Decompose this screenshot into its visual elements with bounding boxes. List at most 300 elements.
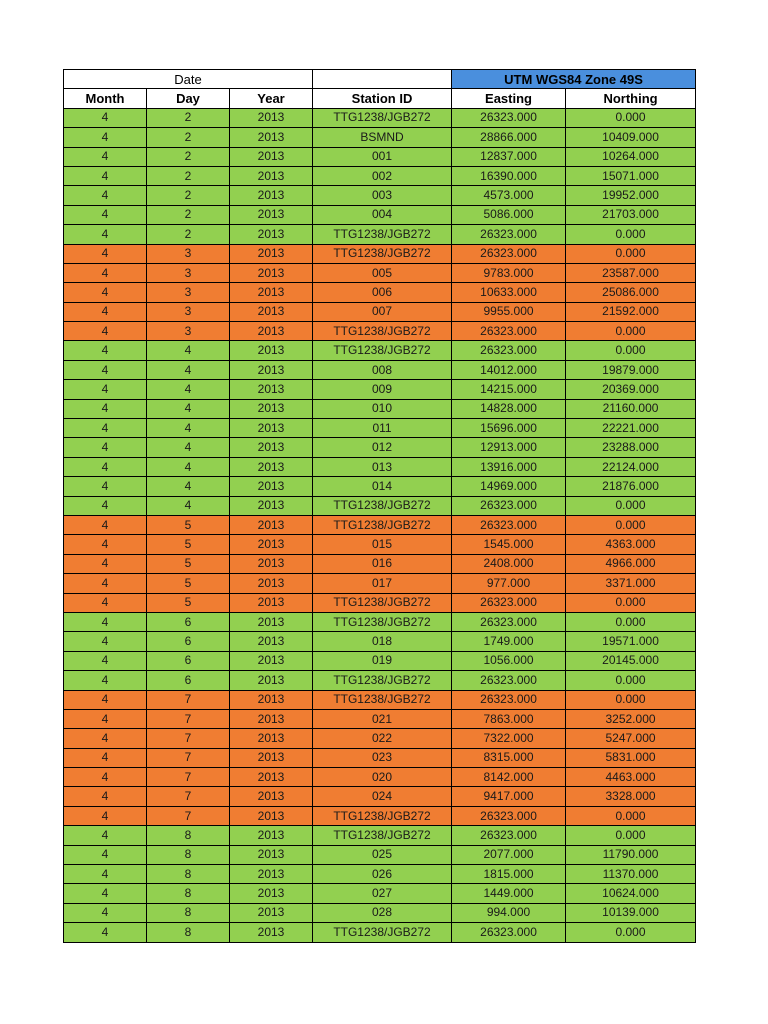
station-id-cell: 026 <box>313 865 452 884</box>
day-cell: 4 <box>147 438 230 457</box>
day-cell: 8 <box>147 884 230 903</box>
day-cell: 6 <box>147 632 230 651</box>
northing-cell: 3252.000 <box>566 709 696 728</box>
easting-cell: 26323.000 <box>452 806 566 825</box>
northing-cell: 0.000 <box>566 322 696 341</box>
day-cell: 2 <box>147 147 230 166</box>
table-row <box>64 302 696 321</box>
year-cell: 2013 <box>230 884 313 903</box>
month-cell: 4 <box>64 166 147 185</box>
day-cell: 4 <box>147 399 230 418</box>
station-id-cell: TTG1238/JGB272 <box>313 322 452 341</box>
year-cell: 2013 <box>230 593 313 612</box>
northing-cell: 11370.000 <box>566 865 696 884</box>
table-row <box>64 457 696 476</box>
easting-cell: 2077.000 <box>452 845 566 864</box>
day-cell: 5 <box>147 574 230 593</box>
table-row <box>64 108 696 127</box>
year-cell: 2013 <box>230 651 313 670</box>
northing-cell: 0.000 <box>566 690 696 709</box>
utm-group-header: UTM WGS84 Zone 49S <box>452 70 696 89</box>
year-cell: 2013 <box>230 787 313 806</box>
easting-cell: 977.000 <box>452 574 566 593</box>
table-row <box>64 923 696 942</box>
month-cell: 4 <box>64 205 147 224</box>
table-row <box>64 612 696 631</box>
month-cell: 4 <box>64 787 147 806</box>
station-id-cell: TTG1238/JGB272 <box>313 244 452 263</box>
day-cell: 2 <box>147 225 230 244</box>
table-row <box>64 341 696 360</box>
easting-cell: 26323.000 <box>452 593 566 612</box>
table-row <box>64 593 696 612</box>
group-header-row <box>64 70 696 89</box>
station-id-cell: 025 <box>313 845 452 864</box>
easting-cell: 1815.000 <box>452 865 566 884</box>
year-cell: 2013 <box>230 748 313 767</box>
easting-cell: 9417.000 <box>452 787 566 806</box>
easting-cell: 12837.000 <box>452 147 566 166</box>
easting-cell: 4573.000 <box>452 186 566 205</box>
month-cell: 4 <box>64 923 147 942</box>
day-cell: 4 <box>147 419 230 438</box>
year-cell: 2013 <box>230 186 313 205</box>
station-id-cell: 017 <box>313 574 452 593</box>
easting-cell: 8142.000 <box>452 768 566 787</box>
northing-cell: 15071.000 <box>566 166 696 185</box>
northing-cell: 11790.000 <box>566 845 696 864</box>
year-cell: 2013 <box>230 768 313 787</box>
year-cell: 2013 <box>230 322 313 341</box>
table-row <box>64 845 696 864</box>
table-row <box>64 477 696 496</box>
station-id-cell: 018 <box>313 632 452 651</box>
day-cell: 8 <box>147 826 230 845</box>
day-cell: 4 <box>147 477 230 496</box>
day-cell: 4 <box>147 457 230 476</box>
northing-cell: 10264.000 <box>566 147 696 166</box>
month-cell: 4 <box>64 651 147 670</box>
station-id-cell: 007 <box>313 302 452 321</box>
table-row <box>64 865 696 884</box>
station-id-cell: 011 <box>313 419 452 438</box>
northing-cell: 23288.000 <box>566 438 696 457</box>
northing-cell: 0.000 <box>566 244 696 263</box>
northing-cell: 10139.000 <box>566 903 696 922</box>
station-id-cell: 016 <box>313 554 452 573</box>
year-cell: 2013 <box>230 554 313 573</box>
northing-cell: 0.000 <box>566 496 696 515</box>
station-id-cell: 013 <box>313 457 452 476</box>
easting-cell: 8315.000 <box>452 748 566 767</box>
table-row <box>64 438 696 457</box>
month-cell: 4 <box>64 593 147 612</box>
northing-cell: 19879.000 <box>566 360 696 379</box>
day-cell: 3 <box>147 263 230 282</box>
year-cell: 2013 <box>230 283 313 302</box>
day-cell: 8 <box>147 923 230 942</box>
station-id-cell: 001 <box>313 147 452 166</box>
table-row <box>64 360 696 379</box>
year-cell: 2013 <box>230 360 313 379</box>
northing-cell: 19952.000 <box>566 186 696 205</box>
easting-cell: 1449.000 <box>452 884 566 903</box>
easting-cell: 13916.000 <box>452 457 566 476</box>
month-cell: 4 <box>64 477 147 496</box>
year-cell: 2013 <box>230 438 313 457</box>
northing-cell: 5247.000 <box>566 729 696 748</box>
table-row <box>64 709 696 728</box>
northing-cell: 20369.000 <box>566 380 696 399</box>
northing-cell: 0.000 <box>566 593 696 612</box>
year-cell: 2013 <box>230 302 313 321</box>
month-cell: 4 <box>64 748 147 767</box>
station-id-cell: TTG1238/JGB272 <box>313 593 452 612</box>
table-row <box>64 380 696 399</box>
northing-cell: 21876.000 <box>566 477 696 496</box>
year-cell: 2013 <box>230 399 313 418</box>
month-cell: 4 <box>64 806 147 825</box>
month-cell: 4 <box>64 768 147 787</box>
table-row <box>64 322 696 341</box>
day-cell: 4 <box>147 380 230 399</box>
month-cell: 4 <box>64 399 147 418</box>
month-cell: 4 <box>64 690 147 709</box>
table-body <box>64 108 696 942</box>
table-row <box>64 651 696 670</box>
northing-cell: 10624.000 <box>566 884 696 903</box>
table-row <box>64 690 696 709</box>
month-cell: 4 <box>64 496 147 515</box>
station-id-cell: TTG1238/JGB272 <box>313 826 452 845</box>
northing-cell: 0.000 <box>566 341 696 360</box>
day-cell: 3 <box>147 244 230 263</box>
year-cell: 2013 <box>230 632 313 651</box>
table-row <box>64 186 696 205</box>
year-cell: 2013 <box>230 166 313 185</box>
table-row <box>64 128 696 147</box>
month-header: Month <box>64 89 147 108</box>
blank-group-header <box>313 70 452 89</box>
station-id-cell: 019 <box>313 651 452 670</box>
month-cell: 4 <box>64 225 147 244</box>
date-group-header: Date <box>64 70 313 89</box>
northing-cell: 23587.000 <box>566 263 696 282</box>
month-cell: 4 <box>64 283 147 302</box>
easting-cell: 26323.000 <box>452 322 566 341</box>
northing-cell: 22124.000 <box>566 457 696 476</box>
easting-cell: 994.000 <box>452 903 566 922</box>
station-id-cell: 010 <box>313 399 452 418</box>
easting-cell: 14215.000 <box>452 380 566 399</box>
northing-cell: 3371.000 <box>566 574 696 593</box>
day-cell: 2 <box>147 108 230 127</box>
month-cell: 4 <box>64 884 147 903</box>
northing-cell: 0.000 <box>566 108 696 127</box>
year-cell: 2013 <box>230 147 313 166</box>
station-id-cell: 023 <box>313 748 452 767</box>
year-cell: 2013 <box>230 729 313 748</box>
table-row <box>64 225 696 244</box>
easting-cell: 15696.000 <box>452 419 566 438</box>
station-id-cell: TTG1238/JGB272 <box>313 108 452 127</box>
station-id-cell: TTG1238/JGB272 <box>313 515 452 534</box>
table-row <box>64 671 696 690</box>
easting-cell: 12913.000 <box>452 438 566 457</box>
station-id-cell: 004 <box>313 205 452 224</box>
station-id-cell: TTG1238/JGB272 <box>313 612 452 631</box>
year-header: Year <box>230 89 313 108</box>
northing-cell: 21592.000 <box>566 302 696 321</box>
station-id-cell: 015 <box>313 535 452 554</box>
easting-cell: 26323.000 <box>452 923 566 942</box>
easting-cell: 26323.000 <box>452 690 566 709</box>
station-id-cell: 006 <box>313 283 452 302</box>
station-id-cell: 020 <box>313 768 452 787</box>
month-cell: 4 <box>64 263 147 282</box>
year-cell: 2013 <box>230 845 313 864</box>
easting-cell: 10633.000 <box>452 283 566 302</box>
station-id-cell: TTG1238/JGB272 <box>313 496 452 515</box>
station-id-cell: 008 <box>313 360 452 379</box>
year-cell: 2013 <box>230 865 313 884</box>
station-id-cell: 005 <box>313 263 452 282</box>
year-cell: 2013 <box>230 108 313 127</box>
year-cell: 2013 <box>230 612 313 631</box>
month-cell: 4 <box>64 612 147 631</box>
day-cell: 4 <box>147 341 230 360</box>
easting-cell: 26323.000 <box>452 826 566 845</box>
day-cell: 2 <box>147 128 230 147</box>
easting-cell: 7322.000 <box>452 729 566 748</box>
table-row <box>64 263 696 282</box>
northing-header: Northing <box>566 89 696 108</box>
table-row <box>64 729 696 748</box>
day-cell: 5 <box>147 593 230 612</box>
easting-cell: 7863.000 <box>452 709 566 728</box>
month-cell: 4 <box>64 438 147 457</box>
year-cell: 2013 <box>230 574 313 593</box>
month-cell: 4 <box>64 341 147 360</box>
day-cell: 8 <box>147 903 230 922</box>
table-row <box>64 166 696 185</box>
month-cell: 4 <box>64 903 147 922</box>
month-cell: 4 <box>64 128 147 147</box>
day-cell: 3 <box>147 302 230 321</box>
easting-cell: 9955.000 <box>452 302 566 321</box>
day-cell: 3 <box>147 283 230 302</box>
northing-cell: 4463.000 <box>566 768 696 787</box>
day-cell: 4 <box>147 496 230 515</box>
easting-cell: 26323.000 <box>452 225 566 244</box>
easting-cell: 26323.000 <box>452 341 566 360</box>
year-cell: 2013 <box>230 380 313 399</box>
day-cell: 3 <box>147 322 230 341</box>
table-row <box>64 399 696 418</box>
year-cell: 2013 <box>230 515 313 534</box>
year-cell: 2013 <box>230 128 313 147</box>
day-cell: 7 <box>147 729 230 748</box>
station-id-cell: 022 <box>313 729 452 748</box>
year-cell: 2013 <box>230 671 313 690</box>
easting-header: Easting <box>452 89 566 108</box>
table-row <box>64 632 696 651</box>
northing-cell: 4363.000 <box>566 535 696 554</box>
northing-cell: 3328.000 <box>566 787 696 806</box>
day-cell: 6 <box>147 651 230 670</box>
year-cell: 2013 <box>230 826 313 845</box>
month-cell: 4 <box>64 457 147 476</box>
day-cell: 7 <box>147 768 230 787</box>
day-cell: 6 <box>147 671 230 690</box>
year-cell: 2013 <box>230 263 313 282</box>
day-cell: 2 <box>147 186 230 205</box>
day-cell: 7 <box>147 709 230 728</box>
table-row <box>64 205 696 224</box>
day-cell: 2 <box>147 205 230 224</box>
table-row <box>64 806 696 825</box>
month-cell: 4 <box>64 709 147 728</box>
station-id-header: Station ID <box>313 89 452 108</box>
northing-cell: 0.000 <box>566 515 696 534</box>
day-cell: 8 <box>147 865 230 884</box>
northing-cell: 22221.000 <box>566 419 696 438</box>
station-id-cell: 003 <box>313 186 452 205</box>
northing-cell: 19571.000 <box>566 632 696 651</box>
month-cell: 4 <box>64 632 147 651</box>
month-cell: 4 <box>64 729 147 748</box>
table-row <box>64 826 696 845</box>
easting-cell: 1545.000 <box>452 535 566 554</box>
easting-cell: 28866.000 <box>452 128 566 147</box>
easting-cell: 14828.000 <box>452 399 566 418</box>
easting-cell: 1056.000 <box>452 651 566 670</box>
month-cell: 4 <box>64 108 147 127</box>
day-header: Day <box>147 89 230 108</box>
easting-cell: 1749.000 <box>452 632 566 651</box>
day-cell: 7 <box>147 787 230 806</box>
day-cell: 7 <box>147 748 230 767</box>
station-id-cell: TTG1238/JGB272 <box>313 341 452 360</box>
year-cell: 2013 <box>230 225 313 244</box>
northing-cell: 25086.000 <box>566 283 696 302</box>
northing-cell: 10409.000 <box>566 128 696 147</box>
northing-cell: 20145.000 <box>566 651 696 670</box>
easting-cell: 26323.000 <box>452 244 566 263</box>
table-row <box>64 768 696 787</box>
easting-cell: 26323.000 <box>452 108 566 127</box>
month-cell: 4 <box>64 186 147 205</box>
table-row <box>64 903 696 922</box>
station-id-cell: 009 <box>313 380 452 399</box>
station-id-cell: 024 <box>313 787 452 806</box>
station-id-cell: TTG1238/JGB272 <box>313 225 452 244</box>
northing-cell: 4966.000 <box>566 554 696 573</box>
month-cell: 4 <box>64 826 147 845</box>
station-id-cell: 014 <box>313 477 452 496</box>
day-cell: 5 <box>147 535 230 554</box>
year-cell: 2013 <box>230 244 313 263</box>
station-id-cell: 002 <box>313 166 452 185</box>
year-cell: 2013 <box>230 477 313 496</box>
easting-cell: 5086.000 <box>452 205 566 224</box>
day-cell: 5 <box>147 515 230 534</box>
month-cell: 4 <box>64 244 147 263</box>
table-row <box>64 535 696 554</box>
easting-cell: 26323.000 <box>452 671 566 690</box>
month-cell: 4 <box>64 322 147 341</box>
year-cell: 2013 <box>230 341 313 360</box>
northing-cell: 0.000 <box>566 826 696 845</box>
northing-cell: 21703.000 <box>566 205 696 224</box>
easting-cell: 14969.000 <box>452 477 566 496</box>
month-cell: 4 <box>64 380 147 399</box>
station-id-cell: 012 <box>313 438 452 457</box>
northing-cell: 0.000 <box>566 225 696 244</box>
easting-cell: 26323.000 <box>452 496 566 515</box>
station-id-cell: 027 <box>313 884 452 903</box>
easting-cell: 9783.000 <box>452 263 566 282</box>
northing-cell: 5831.000 <box>566 748 696 767</box>
day-cell: 8 <box>147 845 230 864</box>
table-row <box>64 515 696 534</box>
easting-cell: 14012.000 <box>452 360 566 379</box>
easting-cell: 26323.000 <box>452 612 566 631</box>
month-cell: 4 <box>64 671 147 690</box>
northing-cell: 0.000 <box>566 671 696 690</box>
day-cell: 6 <box>147 612 230 631</box>
easting-cell: 2408.000 <box>452 554 566 573</box>
station-id-cell: TTG1238/JGB272 <box>313 690 452 709</box>
survey-table <box>63 69 696 943</box>
station-id-cell: BSMND <box>313 128 452 147</box>
month-cell: 4 <box>64 419 147 438</box>
station-id-cell: 028 <box>313 903 452 922</box>
year-cell: 2013 <box>230 903 313 922</box>
table-row <box>64 748 696 767</box>
year-cell: 2013 <box>230 535 313 554</box>
column-header-row <box>64 89 696 108</box>
month-cell: 4 <box>64 302 147 321</box>
northing-cell: 0.000 <box>566 806 696 825</box>
day-cell: 2 <box>147 166 230 185</box>
month-cell: 4 <box>64 535 147 554</box>
day-cell: 5 <box>147 554 230 573</box>
northing-cell: 21160.000 <box>566 399 696 418</box>
year-cell: 2013 <box>230 806 313 825</box>
station-id-cell: TTG1238/JGB272 <box>313 923 452 942</box>
year-cell: 2013 <box>230 419 313 438</box>
year-cell: 2013 <box>230 496 313 515</box>
month-cell: 4 <box>64 574 147 593</box>
year-cell: 2013 <box>230 205 313 224</box>
year-cell: 2013 <box>230 690 313 709</box>
table-row <box>64 283 696 302</box>
year-cell: 2013 <box>230 709 313 728</box>
month-cell: 4 <box>64 554 147 573</box>
easting-cell: 16390.000 <box>452 166 566 185</box>
northing-cell: 0.000 <box>566 923 696 942</box>
month-cell: 4 <box>64 147 147 166</box>
table-row <box>64 574 696 593</box>
year-cell: 2013 <box>230 457 313 476</box>
table-row <box>64 147 696 166</box>
month-cell: 4 <box>64 865 147 884</box>
day-cell: 4 <box>147 360 230 379</box>
month-cell: 4 <box>64 515 147 534</box>
month-cell: 4 <box>64 360 147 379</box>
month-cell: 4 <box>64 845 147 864</box>
